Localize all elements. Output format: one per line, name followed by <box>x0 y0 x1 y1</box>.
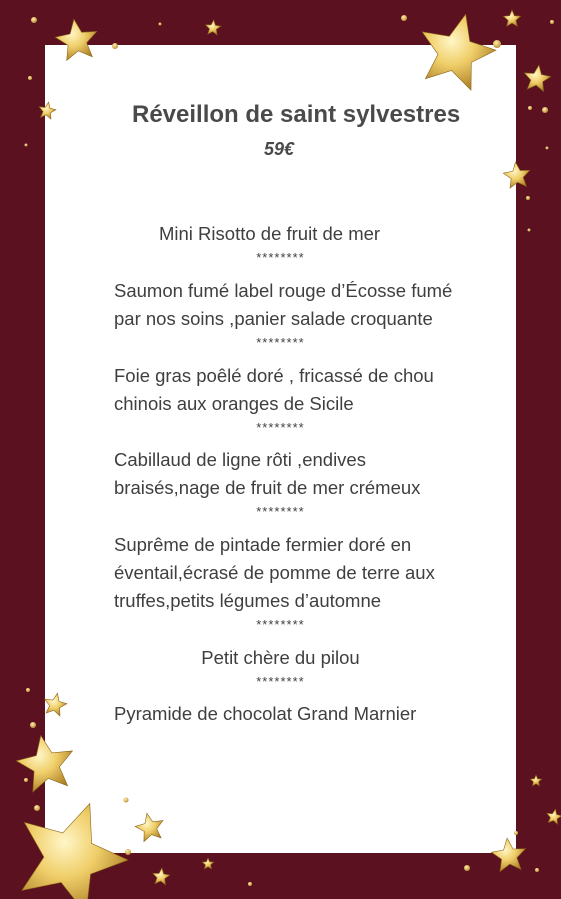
gold-dot-icon <box>550 20 554 24</box>
course-separator: ******** <box>256 674 305 689</box>
course-separator: ******** <box>256 335 305 350</box>
gold-dot-icon <box>30 722 36 728</box>
menu-title: Réveillon de saint sylvestres <box>132 101 461 128</box>
course-line: Petit chère du pilou <box>201 647 360 668</box>
course-separator: ******** <box>256 420 305 435</box>
course-line: chinois aux oranges de Sicile <box>114 393 354 414</box>
gold-dot-icon <box>526 196 530 200</box>
star-icon <box>153 868 170 885</box>
gold-dot-icon <box>542 107 548 113</box>
gold-dot-icon <box>464 865 470 871</box>
menu-card <box>45 45 516 853</box>
course-line: Foie gras poêlé doré , fricassé de chou <box>114 365 434 386</box>
star-icon <box>202 858 213 869</box>
gold-dot-icon <box>535 868 539 872</box>
star-icon <box>524 65 550 91</box>
gold-dot-icon <box>528 229 531 232</box>
course-line: éventail,écrasé de pomme de terre aux <box>114 562 435 583</box>
menu-price: 59€ <box>264 139 295 159</box>
course-line: Mini Risotto de fruit de mer <box>159 223 381 244</box>
gold-dot-icon <box>248 882 252 886</box>
gold-dot-icon <box>28 76 32 80</box>
star-icon <box>503 10 520 26</box>
course-separator: ******** <box>256 250 305 265</box>
gold-dot-icon <box>401 15 407 21</box>
course-line: Cabillaud de ligne rôti ,endives <box>114 449 366 470</box>
course-line: braisés,nage de fruit de mer crémeux <box>114 477 421 498</box>
star-icon <box>547 809 561 824</box>
gold-dot-icon <box>528 106 532 110</box>
star-icon <box>530 775 541 786</box>
course-separator: ******** <box>256 504 305 519</box>
gold-dot-icon <box>25 144 28 147</box>
star-icon <box>206 20 221 35</box>
course-separator: ******** <box>256 617 305 632</box>
course-line: truffes,petits légumes d’automne <box>114 590 382 611</box>
course-line: Suprême de pintade fermier doré en <box>114 534 412 555</box>
gold-dot-icon <box>34 805 40 811</box>
gold-dot-icon <box>26 688 30 692</box>
gold-dot-icon <box>24 778 28 782</box>
course-line: Pyramide de chocolat Grand Marnier <box>114 703 417 724</box>
gold-dot-icon <box>546 147 549 150</box>
gold-dot-icon <box>31 17 37 23</box>
course-line: par nos soins ,panier salade croquante <box>114 308 433 329</box>
course-line: Saumon fumé label rouge d’Écosse fumé <box>114 280 453 301</box>
gold-dot-icon <box>159 23 162 26</box>
